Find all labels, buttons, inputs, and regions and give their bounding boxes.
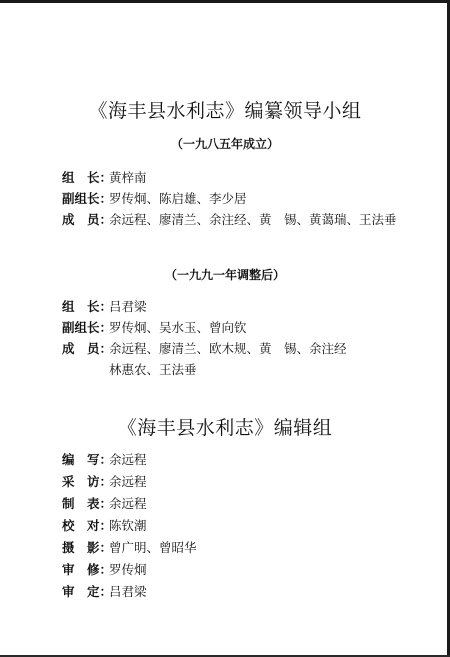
g1-leader-value: 黄梓南: [109, 170, 147, 185]
g1-members-row: [62, 212, 397, 228]
editorial-row: [62, 562, 147, 578]
g1-leader-label: 组 长：: [62, 170, 113, 185]
editorial-role-value: 吕君梁: [109, 584, 147, 599]
editorial-role-value: 余远程: [109, 496, 147, 511]
g1-members-value: 余远程、廖清兰、余注经、黄 锡、黄蔼瑞、王法垂: [109, 212, 397, 227]
editorial-role-value: 余远程: [109, 474, 147, 489]
g2-members-continued: 林惠农、王法垂: [109, 362, 197, 377]
editorial-role-label: 校 对：: [62, 518, 113, 533]
editorial-role-label: 采 访：: [62, 474, 113, 489]
editorial-row: [62, 474, 147, 490]
editorial-role-label: 制 表：: [62, 496, 113, 511]
editorial-role-label: 审 定：: [62, 584, 113, 599]
editorial-row: [62, 518, 147, 534]
editorial-title: 《海丰县水利志》编辑组: [117, 417, 333, 439]
editorial-role-value: 罗传炯: [109, 562, 147, 577]
editorial-role-value: 陈钦潮: [109, 518, 147, 533]
g2-members-row: [62, 341, 347, 357]
g2-deputy-row: [62, 320, 247, 336]
adjustment-date: （一九九一年调整后）: [164, 268, 285, 282]
g1-members-label: 成 员：: [62, 212, 113, 227]
founding-date: （一九八五年成立）: [170, 137, 279, 151]
g1-deputy-value: 罗传炯、陈启雄、李少居: [109, 191, 247, 206]
editorial-role-label: 编 写：: [62, 452, 113, 467]
editorial-row: [62, 540, 197, 556]
g2-members-value: 余远程、廖清兰、欧木规、黄 锡、余注经: [109, 341, 347, 356]
g2-deputy-value: 罗传炯、吴水玉、曾向钦: [109, 320, 247, 335]
g2-leader-label: 组 长：: [62, 299, 113, 314]
g2-deputy-label: 副组长：: [62, 320, 113, 335]
editorial-role-label: 摄 影：: [62, 540, 113, 555]
editorial-row: [62, 452, 147, 468]
g2-leader-value: 吕君梁: [109, 299, 147, 314]
g2-leader-row: [62, 299, 147, 315]
editorial-row: [62, 584, 147, 600]
g2-members-label: 成 员：: [62, 341, 113, 356]
g1-deputy-row: [62, 191, 247, 207]
editorial-role-label: 审 修：: [62, 562, 113, 577]
editorial-row: [62, 496, 147, 512]
leadership-title: 《海丰县水利志》编纂领导小组: [88, 100, 362, 122]
editorial-role-value: 曾广明、曾昭华: [109, 540, 197, 555]
g1-deputy-label: 副组长：: [62, 191, 113, 206]
editorial-role-value: 余远程: [109, 452, 147, 467]
g1-leader-row: [62, 170, 147, 186]
scan-edge-top: [0, 0, 450, 3]
